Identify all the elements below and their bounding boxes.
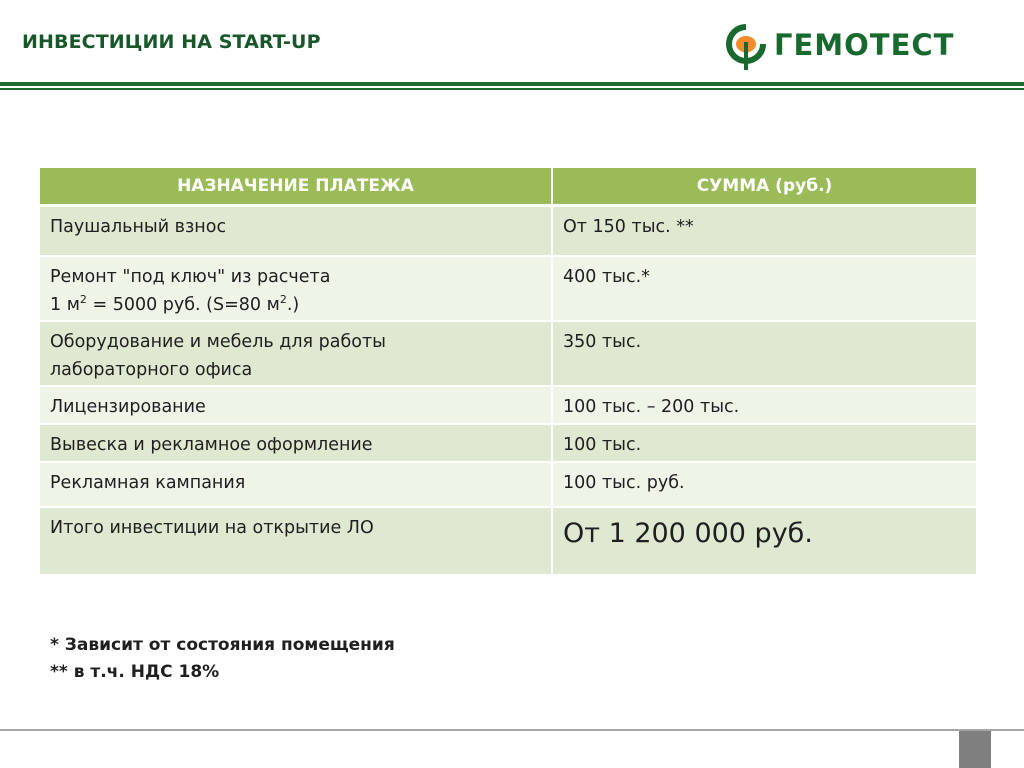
footer-corner-block [959,731,991,768]
table-row-total [40,507,976,575]
footer-divider [0,729,1024,731]
investment-table [40,168,976,576]
cell-purpose-line2 [50,292,300,315]
text-part: = 5000 руб. (S=80 м [86,294,280,315]
cell-amount: 100 тыс. руб. [552,462,976,507]
cell-purpose [40,256,552,321]
table-row [40,424,976,462]
slide-title: ИНВЕСТИЦИИ НА START-UP [22,31,321,53]
table-header-row [40,168,976,206]
gemotest-logo [722,22,994,72]
cell-purpose-total: Итого инвестиции на открытие ЛО [40,507,552,575]
cell-amount: 350 тыс. [552,321,976,386]
cell-purpose-line2: лабораторного офиса [50,359,253,380]
column-header-purpose: НАЗНАЧЕНИЕ ПЛАТЕЖА [40,168,552,206]
table-row [40,321,976,386]
text-part: .) [286,294,300,315]
cell-purpose [40,321,552,386]
gemotest-drop-logo-icon [722,22,770,72]
cell-amount: 100 тыс. – 200 тыс. [552,386,976,424]
cell-amount: 400 тыс.* [552,256,976,321]
table-row [40,256,976,321]
cell-amount: 100 тыс. [552,424,976,462]
table-row [40,206,976,256]
header-divider [0,82,1024,86]
text-part: 1 м [50,294,80,315]
cell-purpose-line1: Оборудование и мебель для работы [50,331,386,352]
cell-purpose: Лицензирование [40,386,552,424]
cell-purpose-line1: Ремонт "под ключ" из расчета [50,266,331,287]
cell-purpose: Вывеска и рекламное оформление [40,424,552,462]
cell-purpose: Паушальный взнос [40,206,552,256]
cell-purpose: Рекламная кампания [40,462,552,507]
column-header-amount: СУММА (руб.) [552,168,976,206]
superscript: 2 [279,292,287,306]
cell-amount-total: От 1 200 000 руб. [552,507,976,575]
header-divider-thin [0,88,1024,90]
footnotes [50,632,395,686]
footnote-1: * Зависит от состояния помещения [50,635,395,655]
table-row [40,386,976,424]
logo-wordmark: ГЕМОТЕСТ [774,28,955,62]
cell-amount: От 150 тыс. ** [552,206,976,256]
superscript: 2 [79,292,87,306]
table-row [40,462,976,507]
footnote-2: ** в т.ч. НДС 18% [50,662,220,682]
